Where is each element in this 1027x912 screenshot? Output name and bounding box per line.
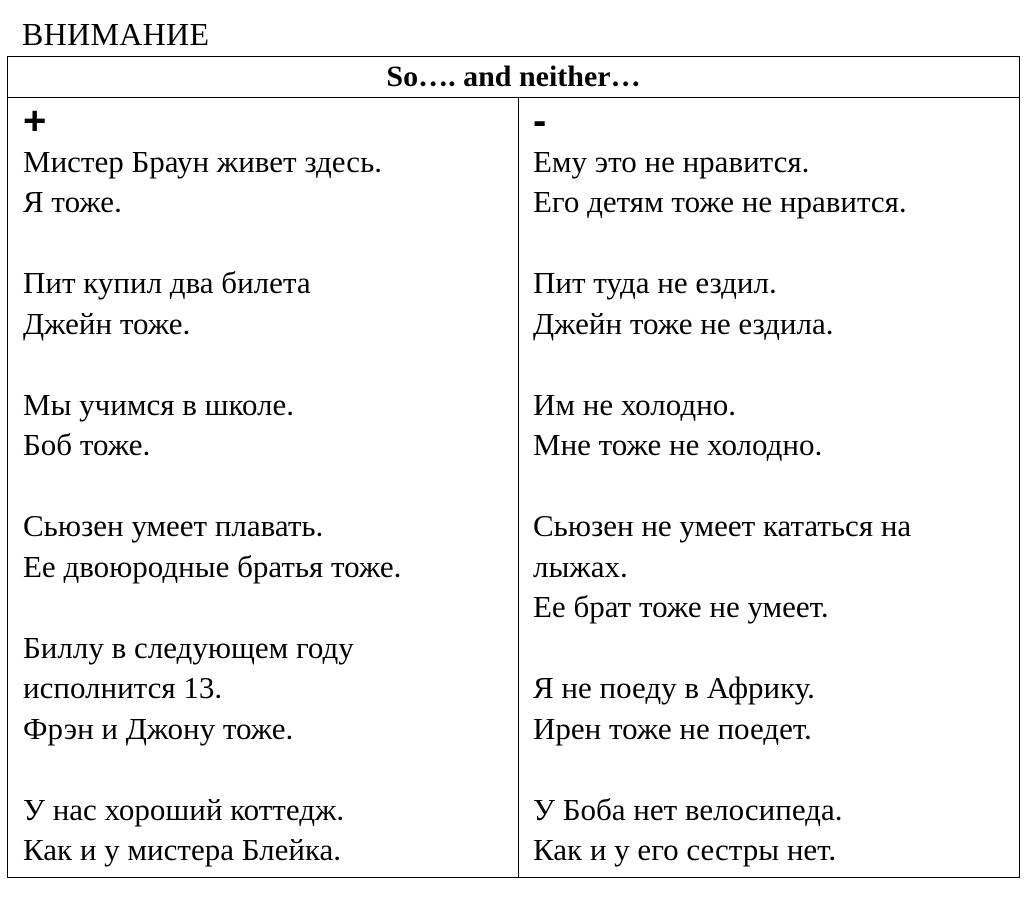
table-title: So…. and neither… [8,57,1019,98]
blank-line [533,466,1013,507]
blank-line [533,749,1013,790]
positive-line: Мистер Браун живет здесь. [23,143,382,179]
positive-line: У нас хороший коттедж. [23,791,345,827]
positive-line: Как и у мистера Блейка. [23,832,342,867]
negative-line: Им не холодно. [533,386,736,422]
positive-line: Боб тоже. [23,427,151,462]
blank-line [533,628,1013,669]
positive-line: Джейн тоже. [23,305,191,341]
plus-sign: + [23,99,47,143]
negative-line: Ему это не нравится. [533,143,810,179]
negative-line: Как и у его сестры нет. [533,832,837,867]
blank-line [23,344,513,385]
negative-line: Его детям тоже не нравится. [533,184,907,219]
negative-column [533,101,1013,871]
column-divider [518,97,519,877]
blank-line [23,466,513,507]
blank-line [533,223,1013,264]
positive-line: Сьюзен умеет плавать. [23,508,324,543]
positive-line: исполнится 13. [23,670,223,705]
negative-line: Ирен тоже не поедет. [533,710,812,746]
positive-line: Я тоже. [23,184,122,219]
blank-line [23,223,513,264]
blank-line [533,344,1013,385]
minus-sign: - [533,99,547,143]
positive-line: Фрэн и Джону тоже. [23,710,294,746]
negative-line: Я не поеду в Африку. [533,670,815,705]
negative-line: Ее брат тоже не умеет. [533,589,829,624]
page-heading: ВНИМАНИЕ [22,16,210,52]
blank-line [23,587,513,628]
positive-line: Биллу в следующем году [23,629,354,665]
positive-column [23,101,513,871]
negative-line: У Боба нет велосипеда. [533,791,843,827]
negative-line: Сьюзен не умеет кататься на [533,508,912,543]
blank-line [23,749,513,790]
so-neither-table [7,56,1020,878]
positive-line: Пит купил два билета [23,265,311,300]
negative-line: Пит туда не ездил. [533,265,777,300]
negative-line: Мне тоже не холодно. [533,427,823,462]
positive-line: Ее двоюродные братья тоже. [23,548,402,584]
positive-line: Мы учимся в школе. [23,386,295,422]
negative-line: Джейн тоже не ездила. [533,305,834,341]
negative-line: лыжах. [533,548,628,584]
